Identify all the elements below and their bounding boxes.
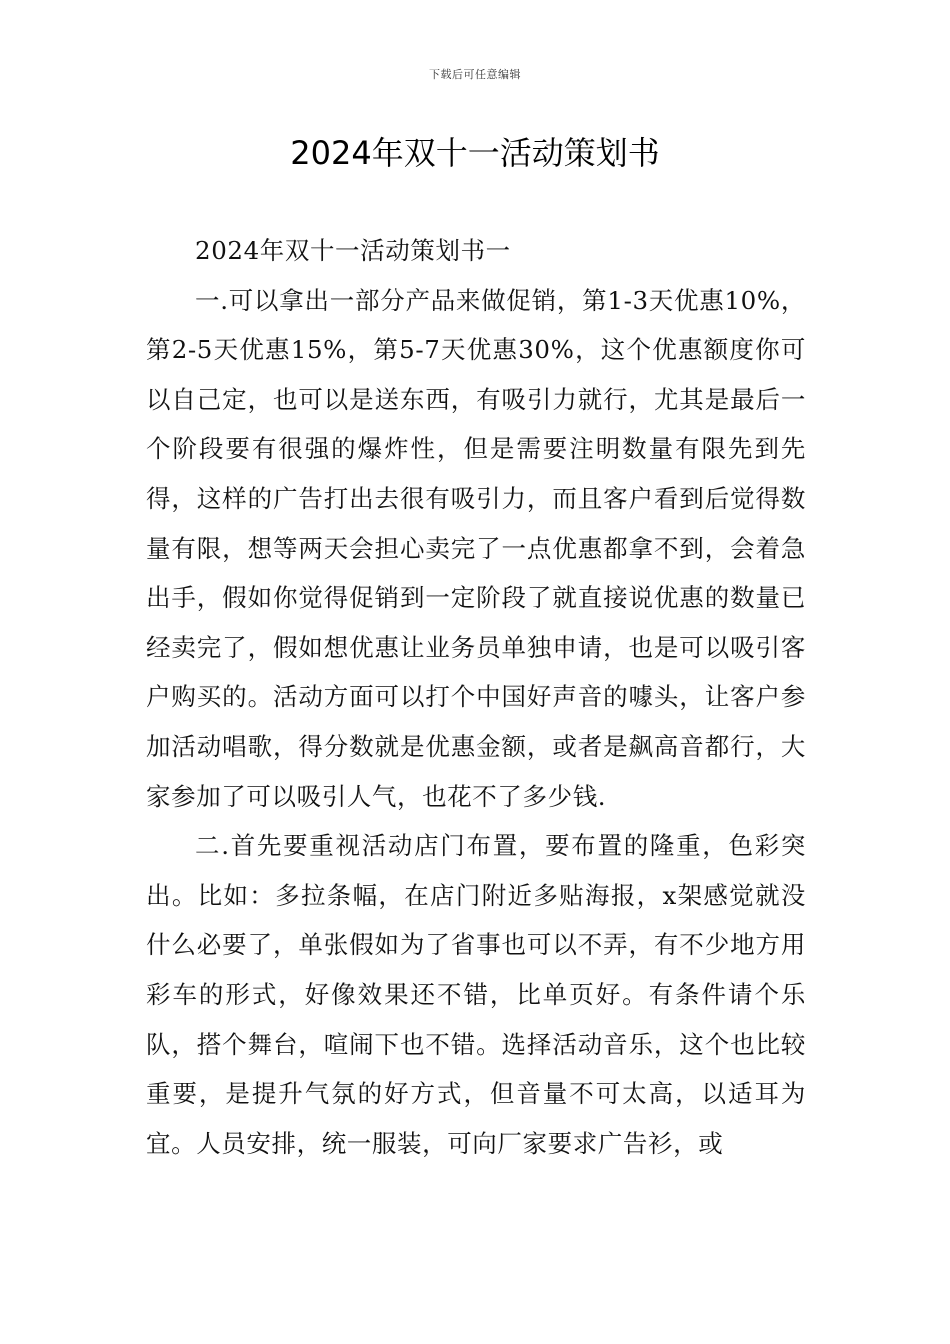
paragraph-1: 一.可以拿出一部分产品来做促销，第1-3天优惠10%，第2-5天优惠15%，第5-7天优惠30%，这个优惠额度你可以自己定，也可以是送东西，有吸引力就行，尤其是最后一个阶段要有很强的爆炸性，但是需要注明数量有限先到先得，这样的广告打出去很有吸引力，而且客户看到后觉得数量有限，想等两天会担心卖完了一点优惠都拿不到，会着急出手，假如你觉得促销到一定阶段了就直接说优惠的数量已经卖完了，假如想优惠让业务员单独申请，也是可以吸引客户购买的。活动方面可以打个中国好声音的噱头，让客户参加活动唱歌，得分数就是优惠金额，或者是飙高音都行，大家参加了可以吸引人气，也花不了多少钱. (146, 285, 806, 811)
header-note: 下载后可任意编辑 (429, 68, 521, 81)
document-body (146, 226, 806, 1168)
document-subtitle: 2024年双十一活动策划书一 (195, 236, 511, 265)
document-title: 2024年双十一活动策划书 (290, 134, 660, 172)
paragraph-2: 二.首先要重视活动店门布置，要布置的隆重，色彩突出。比如：多拉条幅，在店门附近多贴海报，x架感觉就没什么必要了，单张假如为了省事也可以不弄，有不少地方用彩车的形式，好像效果还不错，比单页好。有条件请个乐队，搭个舞台，喧闹下也不错。选择活动音乐，这个也比较重要，是提升气氛的好方式，但音量不可太高，以适耳为宜。人员安排，统一服装，可向厂家要求广告衫，或 (146, 831, 806, 1158)
